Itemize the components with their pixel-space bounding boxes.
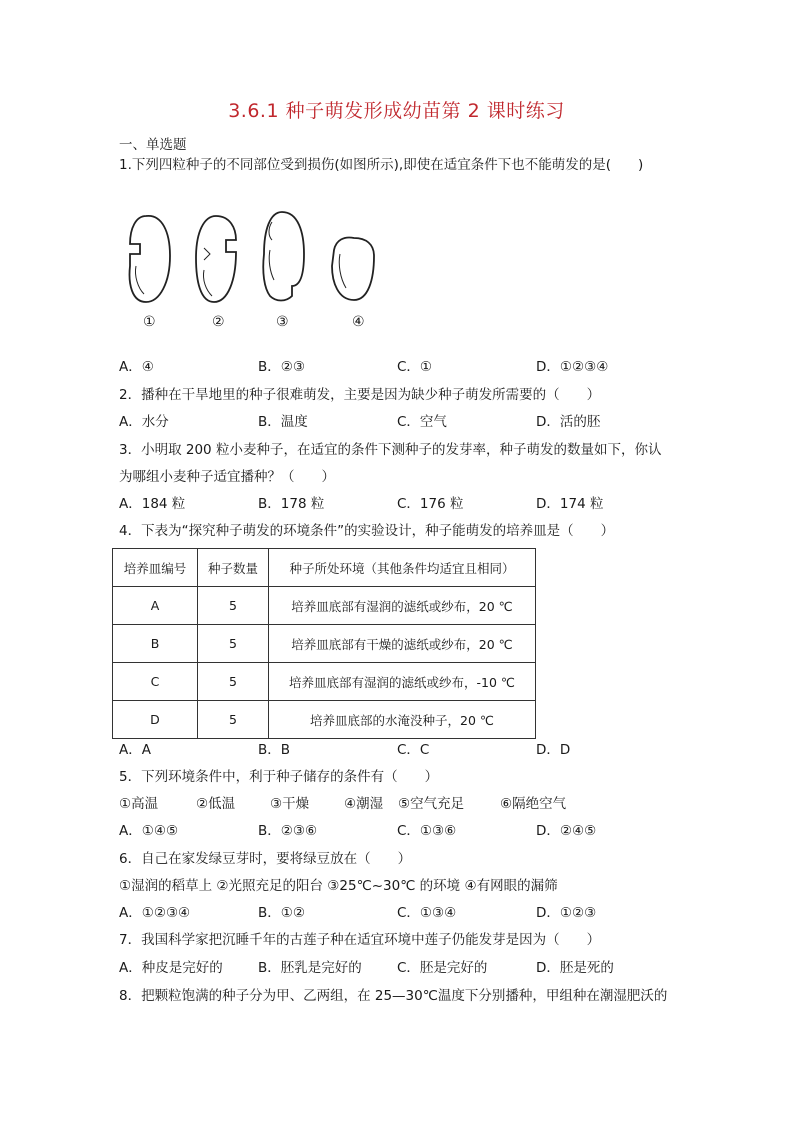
table-cell: 培养皿底部有湿润的滤纸或纱布，20 ℃ [269,587,536,625]
q5-condition: ③干燥 [270,796,310,812]
table-cell: 5 [198,701,269,739]
q1-option-b[interactable]: B．②③ [258,359,305,375]
q3-option-b[interactable]: B．178 粒 [258,496,325,512]
q5-option-a[interactable]: A．①④⑤ [119,823,179,839]
table-cell: D [113,701,198,739]
experiment-table [112,548,536,739]
q6-option-b[interactable]: B．①② [258,905,305,921]
question-3-stem-cont: 为哪组小麦种子适宜播种？（ ） [119,469,335,485]
table-cell: 5 [198,587,269,625]
question-4-stem: 4．下表为“探究种子萌发的环境条件”的实验设计，种子能萌发的培养皿是（ ） [119,523,615,539]
seed-label-1: ① [143,314,156,330]
q4-option-c[interactable]: C．C [397,742,430,758]
q2-option-c[interactable]: C．空气 [397,414,447,430]
q6-option-a[interactable]: A．①②③④ [119,905,191,921]
table-cell: 培养皿底部有干燥的滤纸或纱布，20 ℃ [269,625,536,663]
q6-option-c[interactable]: C．①③④ [397,905,457,921]
question-2-stem: 2．播种在干旱地里的种子很难萌发，主要是因为缺少种子萌发所需要的（ ） [119,387,601,403]
table-cell: A [113,587,198,625]
q7-option-c[interactable]: C．胚是完好的 [397,960,488,976]
seed-1-illustration [130,216,170,302]
q5-condition: ④潮湿 [344,796,384,812]
seed-label-2: ② [212,314,225,330]
q7-option-b[interactable]: B．胚乳是完好的 [258,960,362,976]
q6-option-d[interactable]: D．①②③ [536,905,597,921]
seed-label-3: ③ [276,314,289,330]
q4-option-d[interactable]: D．D [536,742,571,758]
table-header-row [113,549,536,587]
table-cell: 培养皿底部有湿润的滤纸或纱布，-10 ℃ [269,663,536,701]
q5-option-b[interactable]: B．②③⑥ [258,823,318,839]
q4-option-a[interactable]: A．A [119,742,151,758]
seed-2-illustration [196,216,236,302]
q1-option-d[interactable]: D．①②③④ [536,359,609,375]
q7-option-d[interactable]: D．胚是死的 [536,960,614,976]
table-header: 种子数量 [198,549,269,587]
table-header: 种子所处环境（其他条件均适宜且相同） [269,549,536,587]
q3-option-a[interactable]: A．184 粒 [119,496,186,512]
q2-option-b[interactable]: B．温度 [258,414,308,430]
table-row [113,625,536,663]
table-cell: 5 [198,663,269,701]
table-row [113,663,536,701]
q3-option-c[interactable]: C．176 粒 [397,496,464,512]
table-cell: C [113,663,198,701]
question-1-stem: 1.下列四粒种子的不同部位受到损伤(如图所示),即使在适宜条件下也不能萌发的是( ) [119,157,644,173]
page-title: 3.6.1 种子萌发形成幼苗第 2 课时练习 [228,100,565,122]
q2-option-a[interactable]: A．水分 [119,414,169,430]
q5-condition: ⑤空气充足 [398,796,465,812]
question-8-stem: 8．把颗粒饱满的种子分为甲、乙两组，在 25—30℃温度下分别播种，甲组种在潮湿肥沃的 [119,988,668,1004]
seed-label-4: ④ [352,314,365,330]
q4-option-b[interactable]: B．B [258,742,291,758]
question-7-stem: 7．我国科学家把沉睡千年的古莲子种在适宜环境中莲子仍能发芽是因为（ ） [119,932,601,948]
q6-conditions: ①湿润的稻草上 ②光照充足的阳台 ③25℃~30℃ 的环境 ④有网眼的漏筛 [119,878,558,894]
q5-condition: ⑥隔绝空气 [500,796,567,812]
seed-4-illustration [332,238,374,301]
table-cell: 5 [198,625,269,663]
q1-option-a[interactable]: A．④ [119,359,154,375]
table-row [113,587,536,625]
table-cell: 培养皿底部的水淹没种子，20 ℃ [269,701,536,739]
question-6-stem: 6．自己在家发绿豆芽时，要将绿豆放在（ ） [119,851,412,867]
q7-option-a[interactable]: A．种皮是完好的 [119,960,223,976]
q2-option-d[interactable]: D．活的胚 [536,414,601,430]
q5-condition: ②低温 [196,796,236,812]
seed-damage-figure [118,210,378,310]
question-5-stem: 5．下列环境条件中，利于种子储存的条件有（ ） [119,769,439,785]
q1-option-c[interactable]: C．① [397,359,433,375]
q5-option-d[interactable]: D．②④⑤ [536,823,597,839]
q5-condition: ①高温 [119,796,159,812]
table-row [113,701,536,739]
table-header: 培养皿编号 [113,549,198,587]
question-3-stem: 3．小明取 200 粒小麦种子，在适宜的条件下测种子的发芽率，种子萌发的数量如下，你认 [119,442,662,458]
section-heading: 一、单选题 [119,137,187,153]
q5-option-c[interactable]: C．①③⑥ [397,823,457,839]
table-cell: B [113,625,198,663]
q3-option-d[interactable]: D．174 粒 [536,496,604,512]
